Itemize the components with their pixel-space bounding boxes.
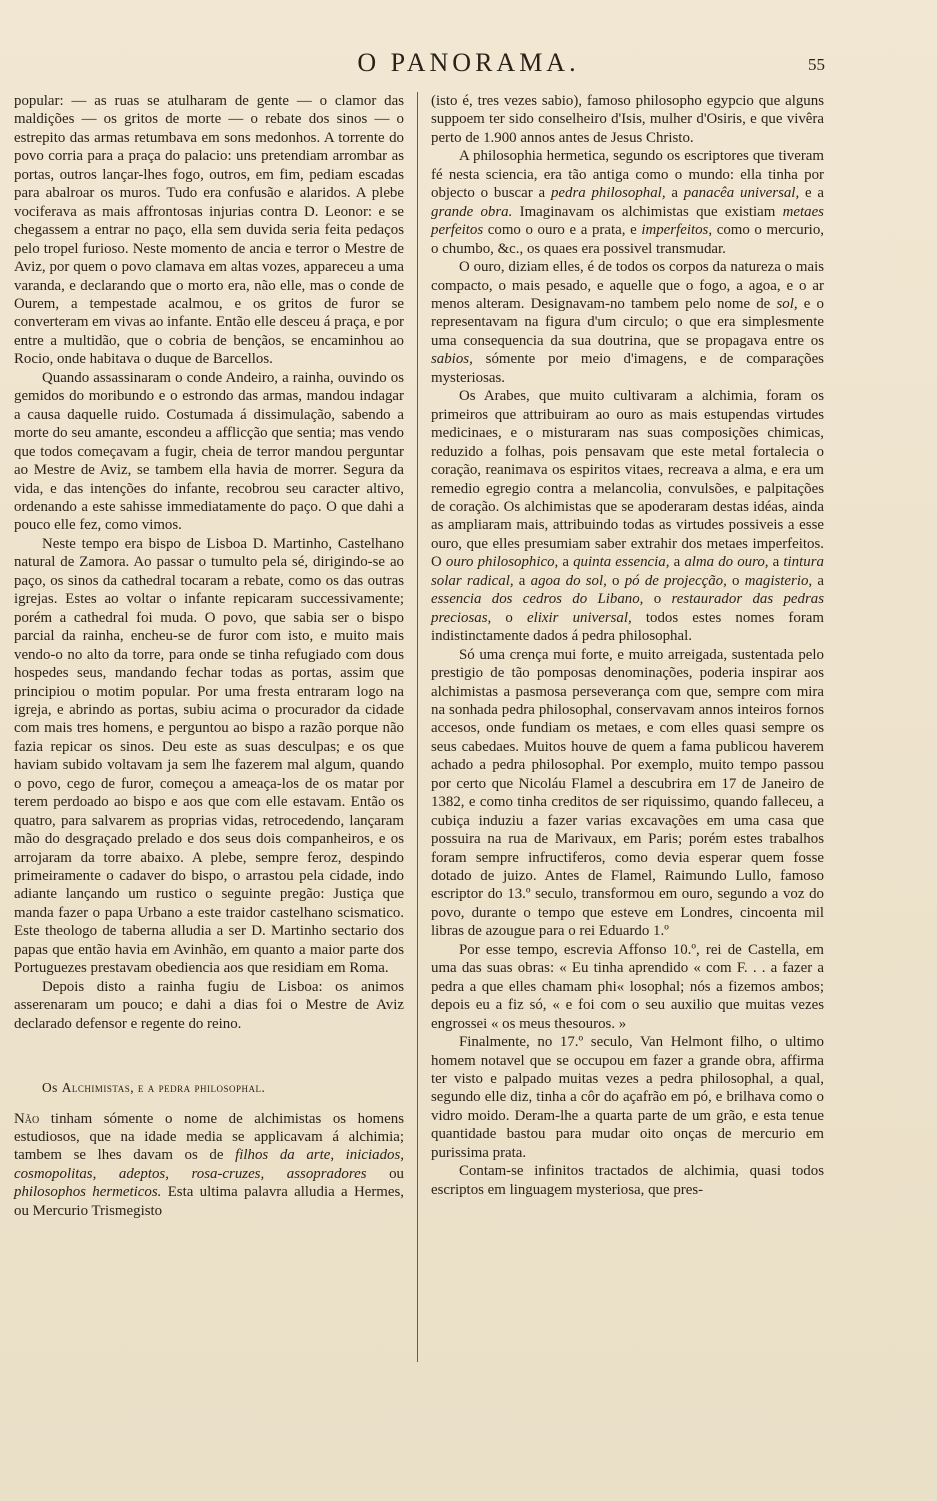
text-run: a	[518, 572, 526, 589]
section-intro-hermetic: philosophos hermeticos.	[14, 1184, 162, 1201]
text-run: e a	[804, 185, 825, 202]
section-intro-end: Esta ultima palavra alludia a Hermes, ou Mercurio Trismegisto	[14, 1184, 404, 1219]
italic-term: pedra philosophal,	[550, 185, 666, 202]
italic-term: grande obra.	[431, 203, 513, 220]
text-run: o	[653, 591, 662, 608]
section-intro-ou: ou	[389, 1165, 404, 1182]
paragraph: Quando assassinaram o conde Andeiro, a rainha, ouvindo os gemidos do moribundo e o estrondo das armas, mandou indagar a causa daquelle ruido. Costumada á dissimulação, sabendo a morte do seu amante, escondeu a afflicção que sentia; mas vendo que todos começavam a fugir, cheia de terror mandou perguntar ao Mestre de Aviz, se tambem ella havia de morrer. Segura da vida, e das intenções do infante, recobrou seu caracter altivo, ordenando a este sahisse immediatamente do paço. O que dahi a pouco elle fez, como vimos.	[14, 369, 404, 534]
text-run: Imaginavam os alchimistas que existiam	[519, 203, 776, 220]
text-run: todos estes nomes foram indistinctamente dados á pedra philosophal.	[431, 609, 824, 645]
italic-term: elixir universal,	[527, 609, 632, 626]
text-run: como o mercurio, o chumbo, &c., os quaes era possivel transmudar.	[431, 222, 824, 257]
italic-term: essencia dos cedros do Libano,	[431, 591, 644, 608]
text-run: e o representavam na figura d'um circulo; o que era simplesmente uma consequencia da sua doutrina, que se propagava entre os	[431, 295, 824, 349]
text-run: a	[562, 554, 569, 571]
section-intro-text: tinham sómente o nome de alchimistas os homens estudiosos, que na idade media se applicavam á alchimia; tambem se lhes davam os de	[14, 1110, 404, 1164]
text-run: Os Arabes, que muito cultivaram a alchimia, foram os primeiros que attribuiram ao ouro as mais estupendas virtudes medicinaes, e o misturaram nas suas composições chimicas, reduzido a folhas, pois pensavam que este metal fortalecia o coração, reanimava os espiritos vitaes, recreava a alma, e era um remedio egregio contra a melancolia, convulsões, e palpitações de coração. Os alchimistas que se apoderaram destas idéas, ainda as ampliaram mais, attribuindo todas as virtudes possiveis a esse ouro, que elles presumiam saber extrahir dos metaes imperfeitos. O	[431, 388, 824, 571]
text-run: a	[671, 185, 678, 202]
text-run: o	[612, 572, 620, 589]
italic-term: magisterio,	[744, 572, 813, 589]
paragraph: Finalmente, no 17.º seculo, Van Helmont filho, o ultimo homem notavel que se occupou em fazer a grande obra, affirma ter visto e palpado muitas vezes a pedra philosophal, a qual, segundo elle diz, tinha a côr do açafrão em pó, e brilhava como o vidro moido. Deram-lhe a quarta parte de um grão, e esta tenue quantidade bastou para mudar oito onças de mercurio em purissima prata.	[431, 1034, 824, 1161]
italic-term: panacêa universal,	[683, 185, 800, 202]
section-heading	[14, 1079, 404, 1097]
text-run: a	[772, 554, 780, 571]
paragraph: Neste tempo era bispo de Lisboa D. Martinho, Castelhano natural de Zamora. Ao passar o tumulto pela sé, dirigindo-se ao paço, os sinos da cathedral tocaram a rebate, como os das outras igrejas. Estes ao voltar o infante repicaram successivamente; porém a cathedral foi muda. O povo, que sabia ser o bispo parcial da rainha, encheu-se de furor com isto, e muito mais vendo-o no alto da torre, para onde se tinha refugiado com dous hospedes seus, mandando fechar todas as portas, assim que principiou o motim popular. Por uma fresta entraram logo na igreja, e abrindo as portas, subiu acima o procurador da cidade com mais tres homens, e perguntou ao bispo a razão porque não fazia repicar os sinos. Deu este as suas desculpas; e os que haviam subido voltavam ja sem lhe fazerem mal algum, quando o povo, cego de furor, começou a ameaça-los de os matar por terem perdoado ao bispo e aos que com elle estavam. Então os quatro, para salvarem as proprias vidas, retrocedendo, lançaram mão do desgraçado prelado e dos seus dois companheiros, e os arrojaram da torre abaixo. A plebe, sempre feroz, despindo primeiramente o cadaver do bispo, o arrastou pela cidade, indo adiante lançando um rustico o seguinte pregão: Justiça que manda fazer o papa Urbano a este traidor castelhano scismatico. Este theologo de taberna alludia a ser D. Martinho sectario dos papas que então havia em Avinhão, em quanto a maior parte dos Portuguezes prestavam obediencia aos que residiam em Roma.	[14, 535, 404, 977]
page-number: 55	[808, 55, 825, 74]
paragraph: Só uma crença mui forte, e muito arreigada, sustentada pelo prestigio de tão pomposas denominações, poderia inspirar aos alchimistas a pasmosa perseverança com que, sempre com mira na sonhada pedra philosophal, conservavam annos inteiros fornos accesos, onde fundiam os metaes, e com elles quasi sempre os seus cabedaes. Muitos houve de quem a fama publicou haverem achado a pedra philosophal. Por exemplo, muito tempo passou por certo que Nicoláu Flamel a descubrira em 17 de Janeiro de 1382, e como tinha creditos de ser riquissimo, quando falleceu, a cubiça induziu a fazer varias excavações em uma casa que possuira na rua de Marivaux, em Paris; porém estes trabalhos foram sempre infructiferos, como devia esperar quem fosse dotado de juizo. Antes de Flamel, Raimundo Lullo, famoso escriptor do 13.º seculo, transformou em ouro, segundo a voz do povo, durante o tempo que esteve em Londres, cincoenta mil libras de azougue para o rei Eduardo 1.º	[431, 646, 824, 940]
text-run: O ouro, diziam elles, é de todos os corpos da natureza o mais compacto, o mais pesado, e aquelle que o fogo, a agoa, e o ar menos alteram. Designavam-no tambem pelo nome de	[431, 259, 824, 312]
italic-term: pó de projecção,	[624, 572, 727, 589]
paragraph: (isto é, tres vezes sabio), famoso philosopho egypcio que alguns suppoem ter sido conselheiro d'Isis, mulher d'Osiris, e que vivêra perto de 1.900 annos antes de Jesus Christo.	[431, 93, 824, 146]
paragraph: Contam-se infinitos tractados de alchimia, quasi todos escriptos em linguagem mysteriosa, que pres-	[431, 1163, 824, 1198]
section-intro-paragraph	[14, 1110, 404, 1221]
paragraph-gold	[431, 258, 824, 387]
paragraph-quote: Por esse tempo, escrevia Affonso 10.º, rei de Castella, em uma das suas obras: « Eu tinha aprendido « com F. . . a fazer a pedra a que elles chamam phi« losophal; nós a fizemos ambos; depois eu a fiz só, « e foi com o seu auxilio que muitas vezes engrossei « os meus thesouros. »	[431, 941, 824, 1032]
text-run: o	[732, 572, 740, 589]
paragraph: popular: — as ruas se atulharam de gente — o clamor das maldições — os gritos de morte — o rebate dos sinos — o estrepito das armas retumbava em sons medonhos. A torrente do povo corria para a praça do palacio: uns pretendiam arrombar as portas, outros lançar-lhes fogo, outros, em fim, pediam escadas para abalroar os muros. Tudo era confusão e alaridos. A plebe vociferava as mais affrontosas injurias contra D. Leonor: e se chegassem a entrar no paço, ella sem duvida seria feita pedaços pelo tropel furioso. Neste momento de ancia e terror o Mestre de Aviz, por quem o povo clamava em altas vozes, appareceu a uma varanda, e declarando que o morto era, não elle, mas o conde de Ourem, a tempestade acalmou, e os gritos de furor se converteram em vivas ao infante. Então elle desceu á praça, e por entre a multidão, que o cobria de bençãos, se encaminhou ao Rocio, onde habitava o duque de Barcellos.	[14, 93, 404, 368]
text-run: a	[673, 554, 681, 571]
left-column	[14, 92, 404, 1220]
italic-term: agoa do sol,	[530, 572, 607, 589]
text-run: o	[505, 609, 513, 626]
italic-term: restaurador das pedras preciosas,	[431, 591, 824, 626]
italic-term: sabios,	[431, 351, 473, 368]
italic-term: metaes perfeitos	[431, 203, 824, 239]
italic-term: alma do ouro,	[684, 554, 769, 571]
paragraph: Depois disto a rainha fugiu de Lisboa: os animos asserenaram um pouco; e dahi a dias foi o Mestre de Aviz declarado defensor e regente do reino.	[14, 978, 404, 1032]
right-column	[431, 92, 824, 1199]
italic-term: sol,	[776, 295, 798, 312]
text-run: como o ouro e a prata, e	[487, 222, 637, 239]
italic-term: imperfeitos,	[641, 222, 713, 239]
section-heading-start: Os	[42, 1080, 58, 1096]
italic-term: tintura solar radical,	[431, 554, 824, 589]
italic-term: quinta essencia,	[573, 554, 670, 571]
section-heading-title: Alchimistas, e a pedra philosophal.	[61, 1080, 266, 1096]
text-run: sómente por meio d'imagens, e de comparações mysteriosas.	[431, 351, 824, 386]
text-run: a	[817, 572, 824, 589]
column-divider	[417, 92, 418, 1362]
section-intro-dropcap: Não	[14, 1110, 40, 1127]
page-header	[0, 44, 937, 80]
section-intro-terms: filhos da arte, iniciados, cosmopolitas, adeptos, rosa-cruzes, assopradores	[14, 1147, 404, 1182]
text-run: A philosophia hermetica, segundo os escriptores que tiveram fé nesta sciencia, era tão antiga como o mundo: ella tinha por objecto o buscar a	[431, 148, 824, 202]
paragraph-hermetic	[431, 147, 824, 258]
page-title: O PANORAMA.	[357, 48, 580, 77]
paragraph-arabs	[431, 387, 824, 645]
italic-term: ouro philosophico,	[445, 554, 559, 571]
